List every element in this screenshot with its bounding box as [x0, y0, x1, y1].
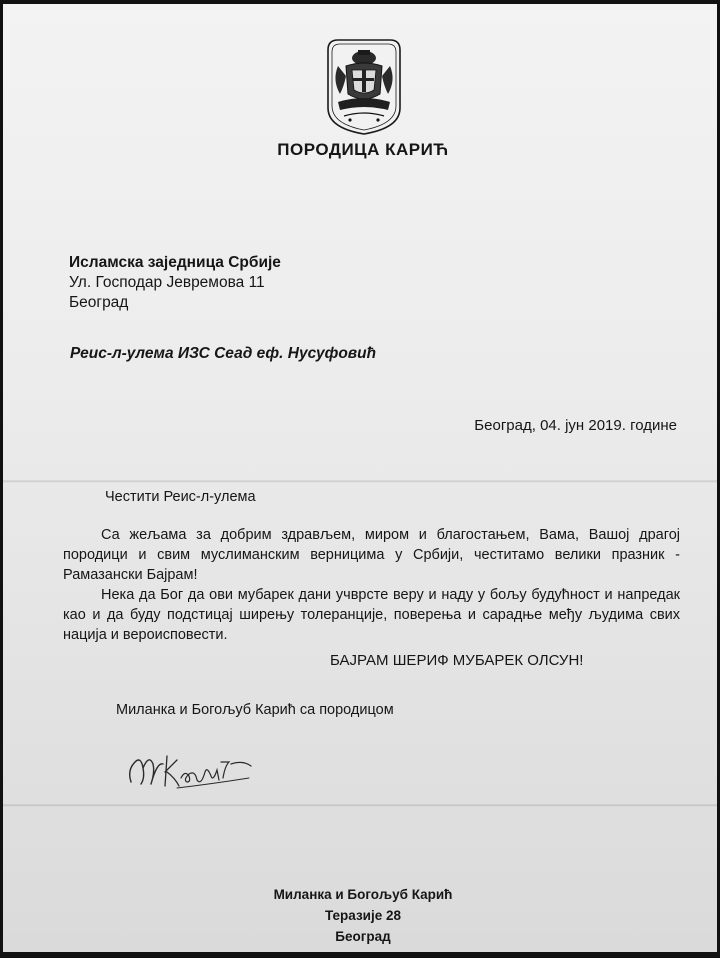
body-paragraph: Са жељама за добрим здрављем, миром и благостањем, Вама, Вашој драгој породици и свим муслиманским верницима у Србији, честитамо велики празник - Рамазански Бајрам!: [63, 527, 680, 583]
recipient-organization: Исламска заједница Србије: [69, 254, 281, 271]
footer-city: Београд: [335, 929, 391, 944]
recipient-street: Ул. Господар Јевремова 11: [69, 274, 265, 291]
body-paragraph: Нека да Бог да ови мубарек дани учврсте веру и наду у бољу будућност и напредак као и да буду подстицај ширењу толеранције, поверења и сарадње међу људима свих нација и вероисповести.: [63, 587, 680, 643]
paper-fold: [3, 804, 717, 807]
holiday-greeting: БАЈРАМ ШЕРИФ МУБАРЕК ОЛСУН!: [330, 652, 584, 669]
letter-page: [3, 4, 717, 952]
letter-date: Београд, 04. јун 2019. године: [474, 417, 677, 434]
footer-street: Теразије 28: [324, 908, 402, 923]
recipient-city: Београд: [69, 294, 129, 311]
recipient-address: [69, 253, 281, 313]
closing-line: Миланка и Богољуб Карић са породицом: [116, 702, 394, 718]
salutation: Честити Реис-л-улема: [105, 489, 256, 505]
handwritten-signature-icon: [121, 742, 261, 794]
family-coat-of-arms-icon: [320, 36, 408, 136]
sender-footer: [3, 884, 717, 947]
letter-body: [63, 525, 680, 645]
family-name-heading: ПОРОДИЦА КАРИЋ: [277, 140, 449, 159]
addressee-line: Реис-л-улема ИЗС Сеад еф. Нусуфовић: [70, 345, 377, 362]
footer-name: Миланка и Богољуб Карић: [273, 887, 453, 902]
paper-fold: [3, 480, 717, 483]
